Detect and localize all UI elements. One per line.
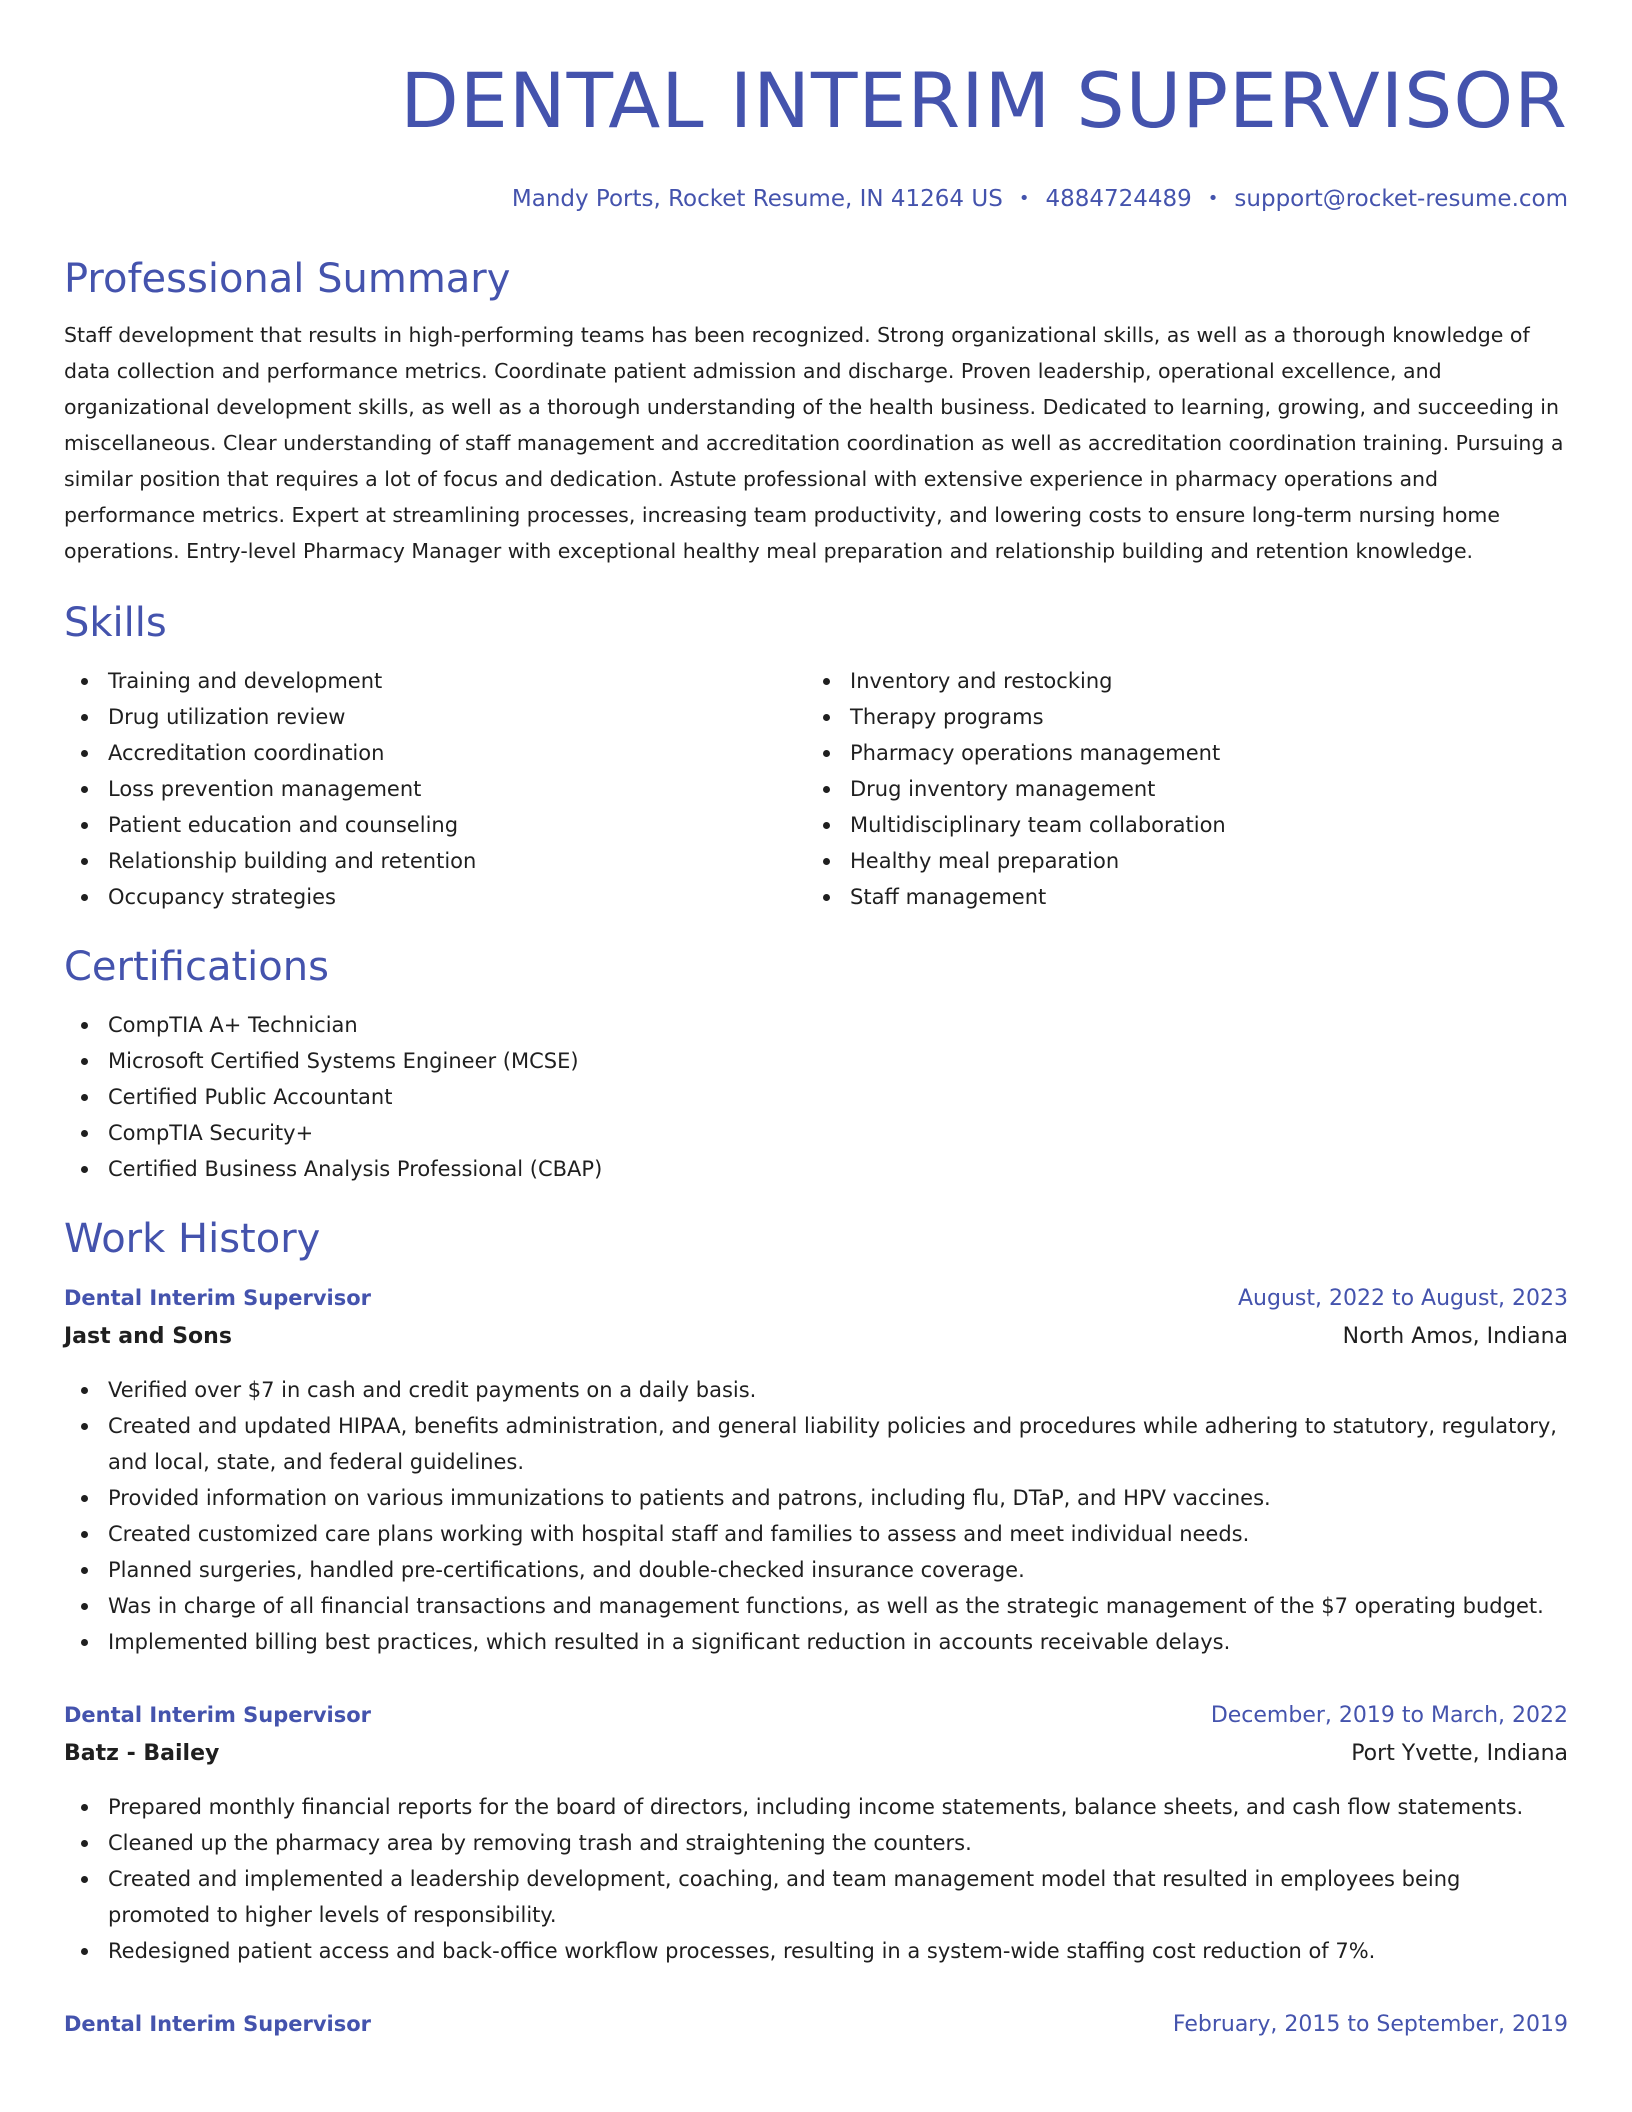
job-bullet: Redesigned patient access and back-office workflow processes, resulting in a system-wide staffing cost reduction of 7%. xyxy=(64,1933,1568,1969)
job-bullet: Planned surgeries, handled pre-certifications, and double-checked insurance coverage. xyxy=(64,1552,1568,1588)
job-company: Jast and Sons xyxy=(64,1324,232,1349)
job-bullet-list xyxy=(64,1372,1568,1660)
contact-separator: • xyxy=(1207,188,1219,209)
summary-text: Staff development that results in high-performing teams has been recognized. Strong organizational skills, as well as a thorough knowledge of data collection and performance metrics. Coordinate patient admission and discharge. Proven leadership, operational excellence, and organizational development skills, as well as a thorough understanding of the health business. Dedicated to learning, growing, and succeeding in miscellaneous. Clear understanding of staff management and accreditation coordination as well as accreditation coordination training. Pursuing a similar position that requires a lot of focus and dedication. Astute professional with extensive experience in pharmacy operations and performance metrics. Expert at streamlining processes, increasing team productivity, and lowering costs to ensure long-term nursing home operations. Entry-level Pharmacy Manager with exceptional healthy meal preparation and relationship building and retention knowledge. xyxy=(64,323,1564,563)
certification-item: CompTIA Security+ xyxy=(64,1115,1568,1151)
skills-list-left xyxy=(64,663,806,915)
certification-item: Certified Public Accountant xyxy=(64,1079,1568,1115)
skill-item: Loss prevention management xyxy=(64,771,806,807)
skill-item: Drug inventory management xyxy=(806,771,1548,807)
certification-item: CompTIA A+ Technician xyxy=(64,1007,1568,1043)
job-bullet: Was in charge of all financial transactions and management functions, as well as the strategic management of the $7 operating budget. xyxy=(64,1588,1568,1624)
skill-item: Multidisciplinary team collaboration xyxy=(806,807,1548,843)
job-role: Dental Interim Supervisor xyxy=(64,2012,372,2036)
skills-list-right xyxy=(806,663,1548,915)
job-entry xyxy=(64,2005,1568,2044)
certifications-heading: Certifications xyxy=(64,944,329,990)
skill-item: Pharmacy operations management xyxy=(806,735,1548,771)
contact-line xyxy=(64,183,1568,215)
job-role: Dental Interim Supervisor xyxy=(64,1703,372,1727)
job-bullet: Cleaned up the pharmacy area by removing trash and straightening the counters. xyxy=(64,1825,1568,1861)
job-dates: February, 2015 to September, 2019 xyxy=(1172,2012,1568,2037)
skill-item: Healthy meal preparation xyxy=(806,843,1548,879)
resume-title: DENTAL INTERIM SUPERVISOR xyxy=(400,56,1568,145)
job-subheader xyxy=(64,1318,1568,1356)
job-company: Batz - Bailey xyxy=(64,1741,220,1766)
contact-address: Mandy Ports, Rocket Resume, IN 41264 US xyxy=(511,186,1003,212)
job-entry xyxy=(64,1279,1568,1660)
job-bullet: Created and updated HIPAA, benefits administration, and general liability policies and procedures while adhering to statutory, regulatory, and local, state, and federal guidelines. xyxy=(64,1408,1568,1480)
job-dates: August, 2022 to August, 2023 xyxy=(1238,1286,1568,1311)
job-bullet: Provided information on various immunizations to patients and patrons, including flu, DTaP, and HPV vaccines. xyxy=(64,1480,1568,1516)
job-header xyxy=(64,1279,1568,1318)
job-dates: December, 2019 to March, 2022 xyxy=(1210,1703,1568,1728)
certification-item: Microsoft Certified Systems Engineer (MCSE) xyxy=(64,1043,1568,1079)
skill-item: Training and development xyxy=(64,663,806,699)
skill-item: Drug utilization review xyxy=(64,699,806,735)
job-location: Port Yvette, Indiana xyxy=(1351,1741,1568,1766)
job-bullet: Created customized care plans working with hospital staff and families to assess and meet individual needs. xyxy=(64,1516,1568,1552)
certification-item: Certified Business Analysis Professional (CBAP) xyxy=(64,1151,1568,1187)
skills-grid xyxy=(64,663,1568,915)
skill-item: Staff management xyxy=(806,879,1548,915)
job-role: Dental Interim Supervisor xyxy=(64,1286,372,1310)
job-header xyxy=(64,2005,1568,2044)
contact-email: support@rocket-resume.com xyxy=(1234,186,1568,212)
skill-item: Inventory and restocking xyxy=(806,663,1548,699)
job-bullet: Prepared monthly financial reports for the board of directors, including income statements, balance sheets, and cash flow statements. xyxy=(64,1789,1568,1825)
resume-page xyxy=(64,52,1568,2044)
job-entry xyxy=(64,1696,1568,1969)
job-bullet: Implemented billing best practices, which resulted in a significant reduction in accounts receivable delays. xyxy=(64,1624,1568,1660)
job-location: North Amos, Indiana xyxy=(1342,1324,1568,1349)
job-bullet: Verified over $7 in cash and credit payments on a daily basis. xyxy=(64,1372,1568,1408)
job-subheader xyxy=(64,1735,1568,1773)
skill-item: Accreditation coordination xyxy=(64,735,806,771)
job-bullet-list xyxy=(64,1789,1568,1969)
work-history-heading: Work History xyxy=(64,1216,321,1262)
skill-item: Therapy programs xyxy=(806,699,1548,735)
job-bullet: Created and implemented a leadership development, coaching, and team management model that resulted in employees being promoted to higher levels of responsibility. xyxy=(64,1861,1568,1933)
skills-heading: Skills xyxy=(64,600,167,646)
certifications-list xyxy=(64,1007,1568,1187)
job-header xyxy=(64,1696,1568,1735)
skill-item: Occupancy strategies xyxy=(64,879,806,915)
contact-separator: • xyxy=(1018,188,1030,209)
skill-item: Patient education and counseling xyxy=(64,807,806,843)
summary-heading: Professional Summary xyxy=(64,256,511,302)
contact-phone: 4884724489 xyxy=(1045,186,1192,212)
skill-item: Relationship building and retention xyxy=(64,843,806,879)
